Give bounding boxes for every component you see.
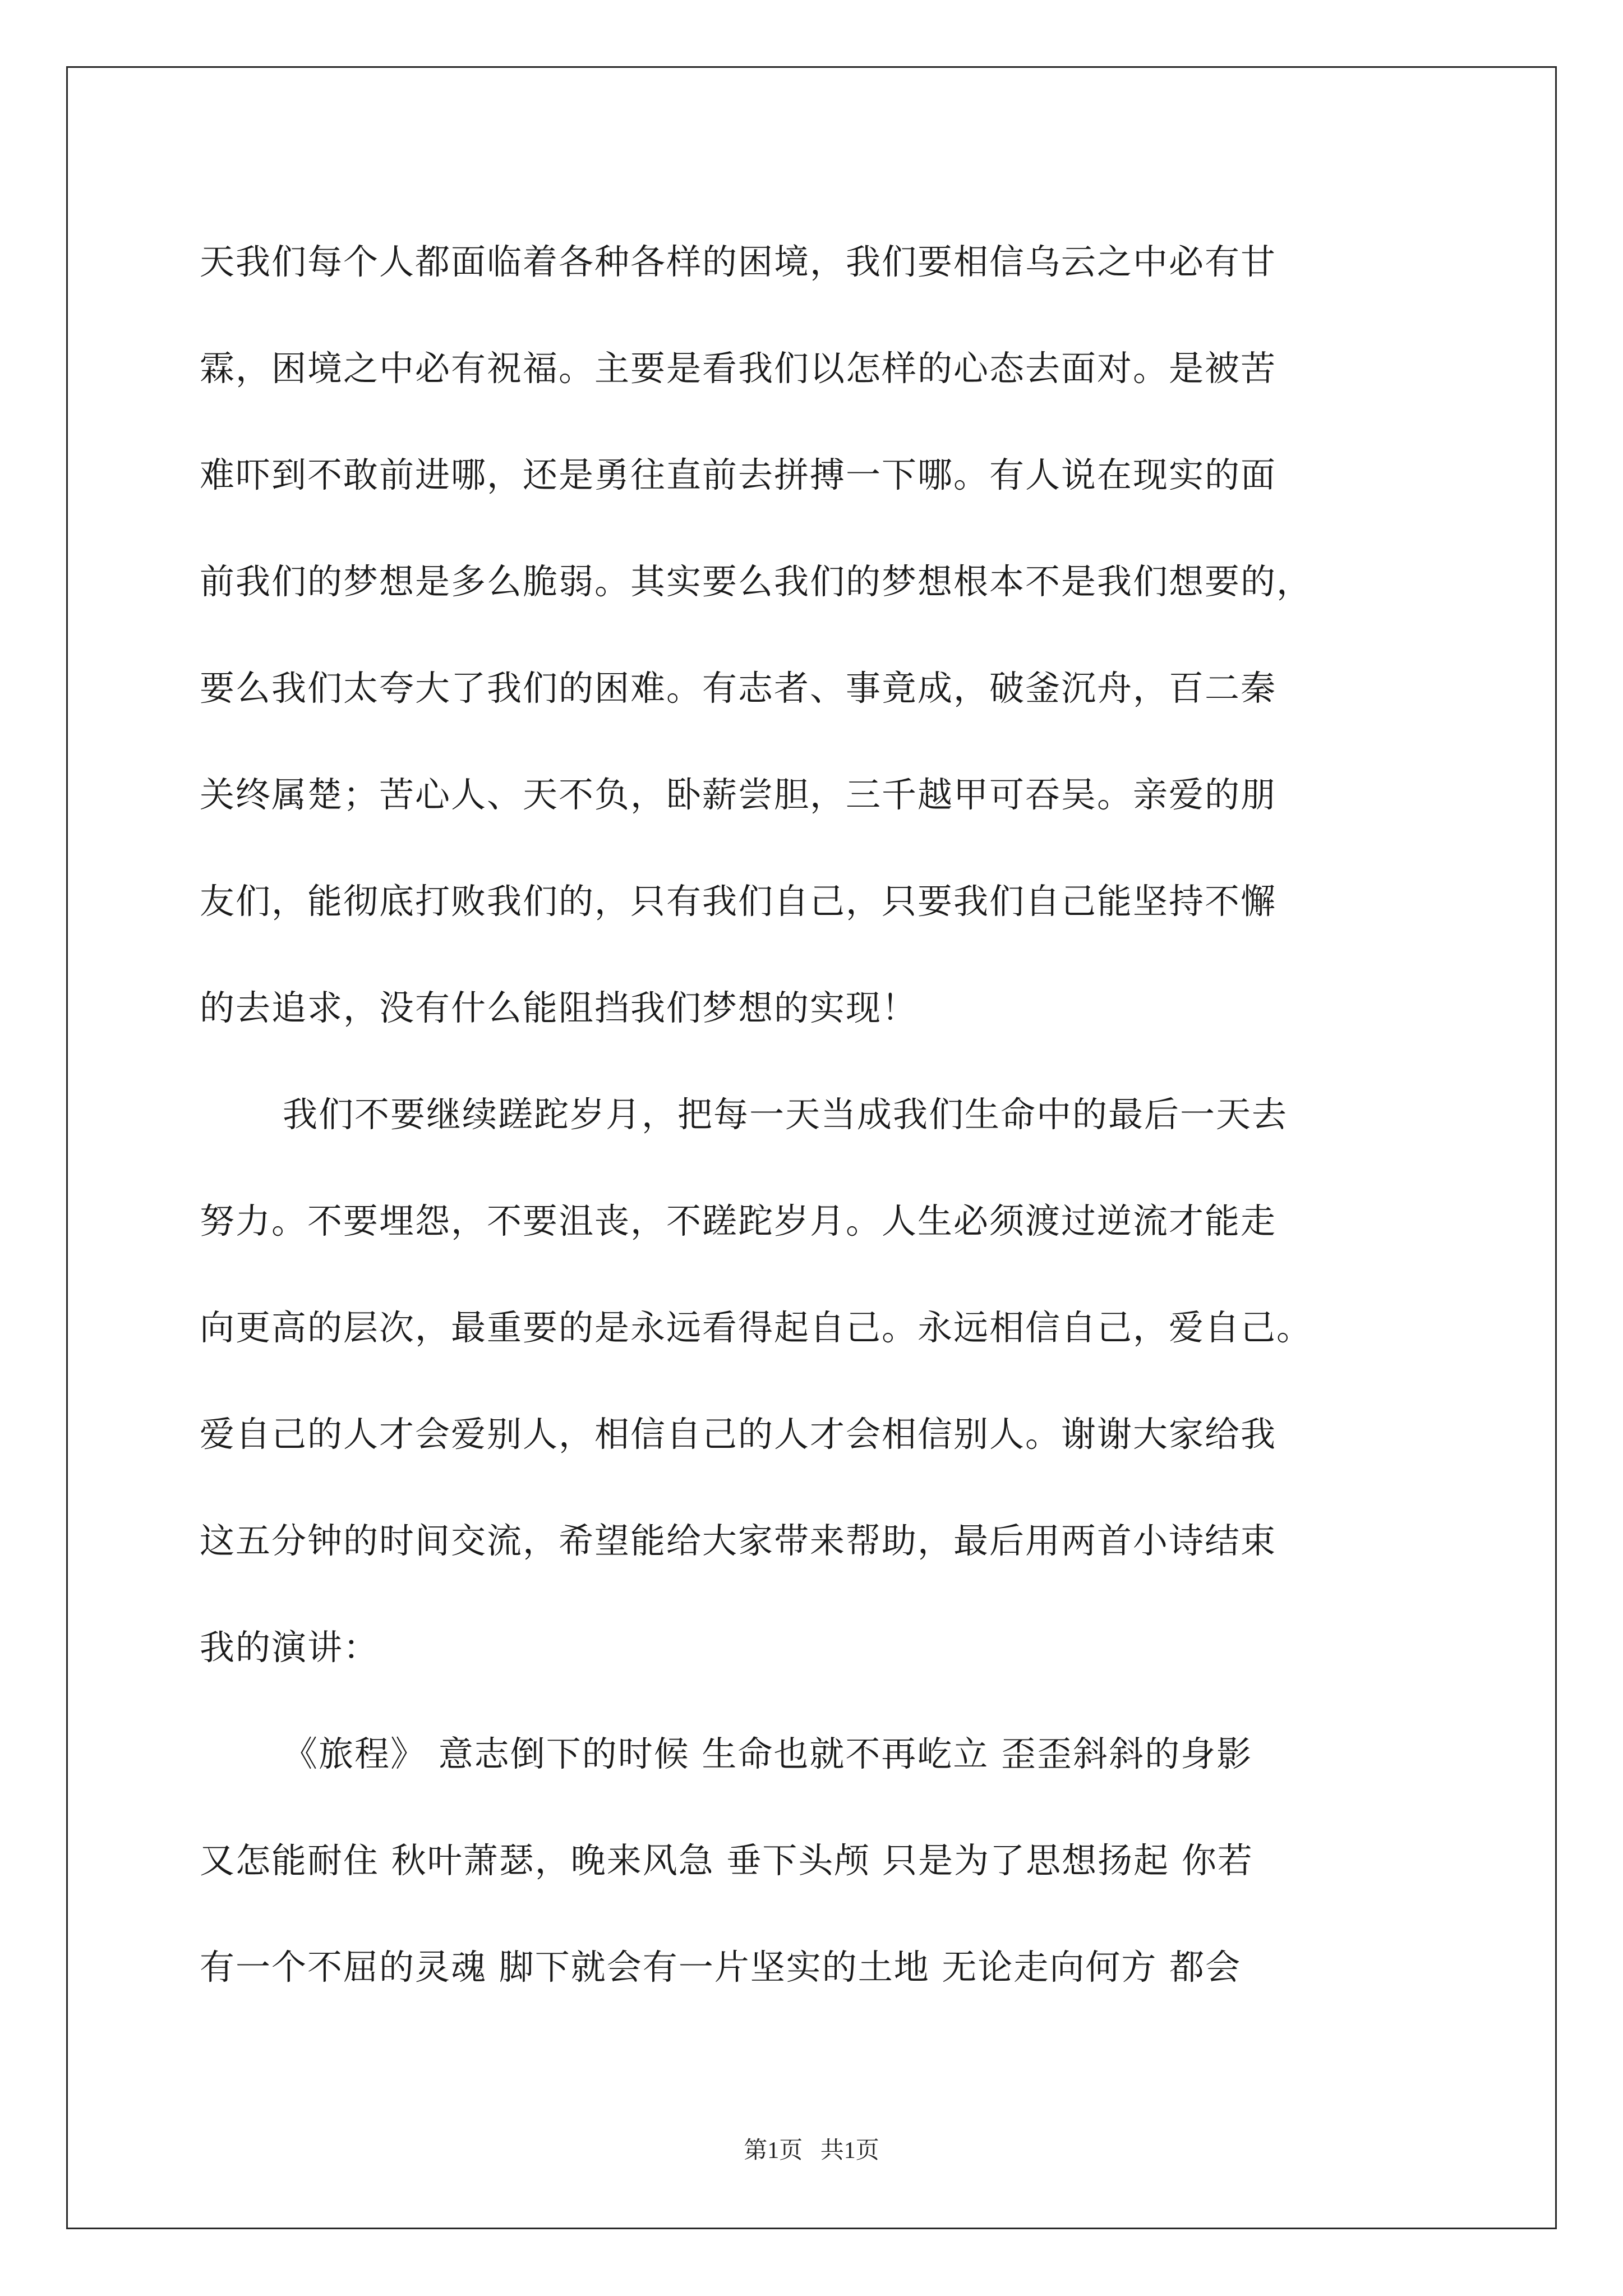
text-line: 向更高的层次，最重要的是永远看得起自己。永远相信自己，爱自己。: [200, 1307, 1313, 1348]
document-body: [200, 209, 1433, 2021]
text-line: 我们不要继续蹉跎岁月，把每一天当成我们生命中的最后一天去: [283, 1094, 1288, 1135]
text-line: 的去追求，没有什么能阻挡我们梦想的实现！: [200, 987, 918, 1028]
text-line: 爱自己的人才会爱别人，相信自己的人才会相信别人。谢谢大家给我: [200, 1414, 1277, 1455]
text-line: 努力。不要埋怨，不要沮丧，不蹉跎岁月。人生必须渡过逆流才能走: [200, 1200, 1277, 1241]
page-footer: 第1页 共1页: [744, 2138, 879, 2164]
text-line: 我的演讲：: [200, 1627, 380, 1668]
text-line: 难吓到不敢前进哪，还是勇往直前去拼搏一下哪。有人说在现实的面: [200, 454, 1277, 495]
text-line: 霖，困境之中必有祝福。主要是看我们以怎样的心态去面对。是被苦: [200, 348, 1277, 389]
text-line: 这五分钟的时间交流，希望能给大家带来帮助，最后用两首小诗结束: [200, 1520, 1277, 1561]
text-line: 又怎能耐住 秋叶萧瑟，晚来风急 垂下头颅 只是为了思想扬起 你若: [200, 1840, 1253, 1881]
text-line: 《旅程》 意志倒下的时候 生命也就不再屹立 歪歪斜斜的身影: [283, 1733, 1253, 1774]
text-line: 关终属楚；苦心人、天不负，卧薪尝胆，三千越甲可吞吴。亲爱的朋: [200, 774, 1277, 815]
text-line: 天我们每个人都面临着各种各样的困境，我们要相信乌云之中必有甘: [200, 241, 1277, 282]
text-line: 有一个不屈的灵魂 脚下就会有一片坚实的土地 无论走向何方 都会: [200, 1947, 1242, 1987]
text-line: 友们，能彻底打败我们的，只有我们自己，只要我们自己能坚持不懈: [200, 881, 1277, 922]
text-line: 要么我们太夸大了我们的困难。有志者、事竟成，破釜沉舟，百二秦: [200, 668, 1277, 708]
text-line: 前我们的梦想是多么脆弱。其实要么我们的梦想根本不是我们想要的，: [200, 561, 1313, 602]
